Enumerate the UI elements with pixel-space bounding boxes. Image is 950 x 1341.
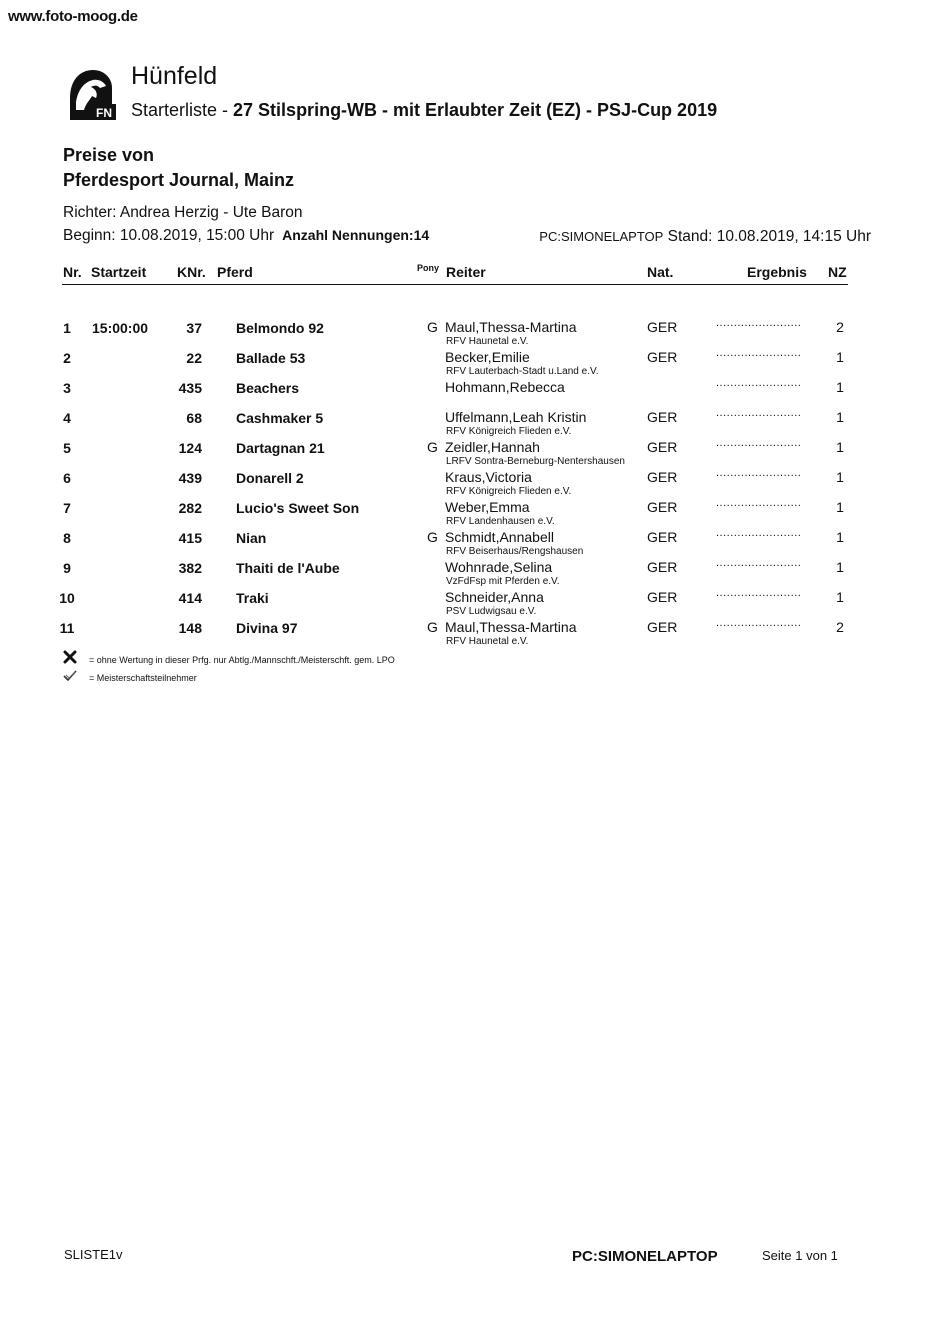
row-result: ........................ [716,587,802,599]
row-club: RFV Beiserhaus/Rengshausen [446,546,584,557]
row-horse: Donarell 2 [236,470,304,486]
row-nr: 11 [59,620,75,636]
row-knr: 439 [178,470,202,486]
row-nz: 1 [836,589,844,605]
footer-page-number: Seite 1 von 1 [762,1248,838,1263]
row-nat: GER [647,589,678,605]
row-rider: Schmidt,Annabell [445,529,554,545]
row-pony: G [427,319,438,335]
row-rider: Uffelmann,Leah Kristin [445,409,587,425]
row-horse: Nian [236,530,267,546]
row-nz: 1 [836,379,844,395]
row-nat: GER [647,349,678,365]
row-club: RFV Königreich Flieden e.V. [446,426,572,437]
row-rider: Hohmann,Rebecca [445,379,565,395]
row-nr: 6 [63,470,71,486]
row-club: RFV Haunetal e.V. [446,636,529,647]
header-divider [62,284,848,285]
table-row [0,587,950,620]
fn-logo-icon [66,66,116,120]
row-result: ........................ [716,377,802,389]
row-result: ........................ [716,317,802,329]
row-time: 15:00:00 [92,320,149,336]
row-knr: 382 [178,560,202,576]
place-title: Hünfeld [131,62,218,90]
row-knr: 22 [186,350,202,366]
row-knr: 414 [178,590,202,606]
row-horse: Lucio's Sweet Son [236,500,360,516]
row-knr: 148 [178,620,202,636]
row-nat: GER [647,439,678,455]
table-row [0,437,950,470]
status-pc: PC:SIMONELAPTOP [539,229,664,244]
row-pony: G [427,529,438,545]
row-nr: 4 [63,410,71,426]
row-nz: 1 [836,499,844,515]
status-line [539,228,871,246]
begin-text: Beginn: 10.08.2019, 15:00 Uhr [63,227,275,244]
row-nat: GER [647,319,678,335]
row-nz: 1 [836,469,844,485]
row-rider: Schneider,Anna [445,589,544,605]
table-row [0,317,950,350]
row-result: ........................ [716,617,802,629]
row-pony: G [427,619,438,635]
row-result: ........................ [716,467,802,479]
row-nz: 1 [836,559,844,575]
championship-check-icon [63,669,77,683]
row-knr: 37 [186,320,202,336]
table-row [0,467,950,500]
row-club: RFV Königreich Flieden e.V. [446,486,572,497]
row-nz: 1 [836,349,844,365]
row-nz: 2 [836,619,844,635]
row-knr: 68 [186,410,202,426]
row-result: ........................ [716,497,802,509]
row-result: ........................ [716,407,802,419]
row-horse: Thaiti de l'Aube [236,560,340,576]
legend-no-rating: = ohne Wertung in dieser Prfg. nur Abtlg./Mannschft./Meisterschft. gem. LPO [89,655,395,665]
legend-championship: = Meisterschaftsteilnehmer [89,673,197,683]
row-nr: 1 [63,320,71,336]
competition-subtitle [131,100,717,121]
col-header-startzeit: Startzeit [91,264,147,280]
start-line [63,227,429,245]
prize-line-1: Preise von [63,145,155,165]
row-horse: Cashmaker 5 [236,410,324,426]
row-knr: 415 [178,530,202,546]
row-rider: Weber,Emma [445,499,530,515]
row-nz: 1 [836,439,844,455]
row-nz: 1 [836,529,844,545]
row-nat: GER [647,409,678,425]
table-row [0,527,950,560]
table-row [0,617,950,650]
table-row [0,377,950,410]
row-nz: 2 [836,319,844,335]
row-nat: GER [647,469,678,485]
table-row [0,407,950,440]
col-header-reiter: Reiter [446,264,486,280]
row-result: ........................ [716,347,802,359]
col-header-nr: Nr. [63,264,82,280]
row-nr: 2 [63,350,71,366]
row-horse: Dartagnan 21 [236,440,325,456]
row-nat: GER [647,559,678,575]
row-nr: 8 [63,530,71,546]
competition-title: 27 Stilspring-WB - mit Erlaubter Zeit (EZ) - PSJ-Cup 2019 [233,100,718,120]
row-nz: 1 [836,409,844,425]
footer-list-code: SLISTE1v [64,1247,123,1262]
row-nat: GER [647,499,678,515]
row-nr: 9 [63,560,71,576]
row-knr: 124 [178,440,202,456]
row-rider: Zeidler,Hannah [445,439,540,455]
col-header-knr: KNr. [177,264,206,280]
watermark-text: www.foto-moog.de [8,8,138,25]
row-nat: GER [647,619,678,635]
row-nr: 7 [63,500,71,516]
row-club: LRFV Sontra-Berneburg-Nentershausen [446,456,625,467]
col-header-nz: NZ [828,264,847,280]
row-nat: GER [647,529,678,545]
row-result: ........................ [716,437,802,449]
table-row [0,347,950,380]
row-result: ........................ [716,557,802,569]
row-nr: 5 [63,440,71,456]
row-club: RFV Lauterbach-Stadt u.Land e.V. [446,366,599,377]
col-header-ergebnis: Ergebnis [747,264,807,280]
row-knr: 282 [178,500,202,516]
col-header-pferd: Pferd [217,264,253,280]
prize-line-2: Pferdesport Journal, Mainz [63,170,295,190]
table-row [0,497,950,530]
row-knr: 435 [178,380,202,396]
row-horse: Divina 97 [236,620,298,636]
row-nr: 3 [63,380,71,396]
list-type: Starterliste - [131,100,234,120]
col-header-nat: Nat. [647,264,674,280]
no-rating-x-icon [63,650,77,664]
row-club: RFV Landenhausen e.V. [446,516,555,527]
judges-line: Richter: Andrea Herzig - Ute Baron [63,204,303,221]
col-header-pony: Pony [417,263,440,273]
logo-label: FN [96,106,112,120]
row-rider: Wohnrade,Selina [445,559,553,575]
entries-count: Anzahl Nennungen:14 [282,227,430,243]
row-rider: Maul,Thessa-Martina [445,619,577,635]
row-rider: Kraus,Victoria [445,469,532,485]
row-rider: Becker,Emilie [445,349,530,365]
row-horse: Beachers [236,380,300,396]
footer-pc: PC:SIMONELAPTOP [572,1248,718,1265]
row-pony: G [427,439,438,455]
row-club: PSV Ludwigsau e.V. [446,606,537,617]
row-rider: Maul,Thessa-Martina [445,319,577,335]
row-horse: Traki [236,590,269,606]
row-result: ........................ [716,527,802,539]
status-stand: Stand: 10.08.2019, 14:15 Uhr [663,228,871,245]
row-club: VzFdFsp mit Pferden e.V. [446,576,560,587]
row-horse: Belmondo 92 [236,320,324,336]
table-row [0,557,950,590]
row-horse: Ballade 53 [236,350,306,366]
row-club: RFV Haunetal e.V. [446,336,529,347]
row-nr: 10 [59,590,75,606]
